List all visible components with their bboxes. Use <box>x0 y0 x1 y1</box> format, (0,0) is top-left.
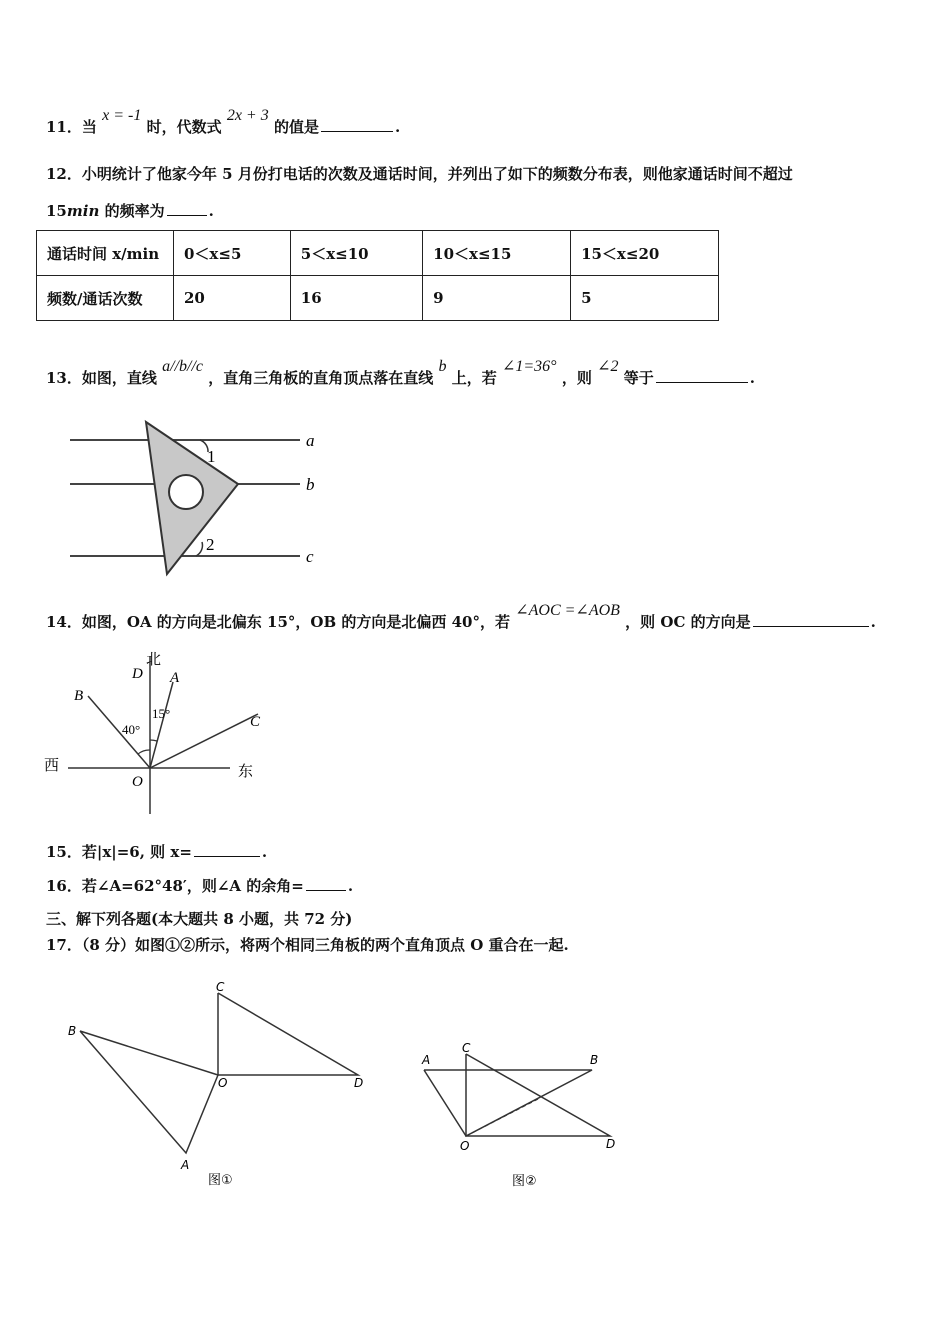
triangle-OCD <box>218 993 358 1075</box>
label-c: c <box>306 547 314 566</box>
q16-end: . <box>347 877 354 895</box>
label-O: O <box>132 774 143 790</box>
label-west: 西 <box>44 756 60 774</box>
label-D: D <box>132 666 143 682</box>
label-east: 东 <box>238 762 254 780</box>
q11-lead: 11．当 <box>46 118 97 136</box>
q15-text: 15．若|x|=6, 则 x= <box>46 843 192 861</box>
q13-mid: ，直角三角板的直角顶点落在直线 <box>208 369 434 387</box>
question-16 <box>46 875 353 896</box>
q11-expression: 2x + 3 <box>226 107 269 124</box>
table-row <box>37 276 719 321</box>
q13-angle2: ∠2 <box>597 358 619 375</box>
answer-blank[interactable] <box>321 117 393 132</box>
table-cell: 16 <box>290 276 422 321</box>
question-14 <box>46 602 876 632</box>
q14-condition: ∠AOC =∠AOB <box>515 602 620 619</box>
table-cell: 通话时间 x/min <box>37 231 174 276</box>
table-cell: 频数/通话次数 <box>37 276 174 321</box>
q12-number: 15 <box>46 202 67 220</box>
q11-tail: 的值是 <box>273 118 319 136</box>
label-15deg: 15° <box>152 706 171 721</box>
triangle-OAB <box>424 1070 592 1136</box>
question-15 <box>46 841 267 862</box>
angle-15-arc <box>150 740 157 741</box>
fig2-label-B: B <box>590 1053 599 1067</box>
fig1-label-D: D <box>354 1076 364 1090</box>
q11-mid: 时，代数式 <box>146 118 222 136</box>
q11-condition: x = -1 <box>102 107 142 124</box>
ray-OC <box>150 714 258 768</box>
frequency-table <box>36 230 719 321</box>
q14-tail: ，则 OC 的方向是 <box>625 613 751 631</box>
table-cell: 0＜x≤5 <box>174 231 291 276</box>
q12-end: . <box>208 202 214 220</box>
q13-parallel: a//b//c <box>162 358 203 375</box>
fig2-label-A: A <box>422 1053 431 1067</box>
answer-blank[interactable] <box>656 368 748 383</box>
triangle-OAB <box>80 1031 218 1153</box>
q13-angle1: ∠1=36° <box>501 358 557 375</box>
fig2-label-O: O <box>460 1139 470 1153</box>
fig1-label-A: A <box>181 1158 190 1172</box>
fig1-label-C: C <box>216 980 225 994</box>
q13-figure <box>60 412 330 582</box>
fig1-label-B: B <box>68 1024 77 1038</box>
table-cell: 9 <box>423 276 571 321</box>
label-1: 1 <box>207 447 216 466</box>
q11-end: . <box>394 118 401 136</box>
q17-figure-2 <box>414 1040 634 1192</box>
table-cell: 5＜x≤10 <box>290 231 422 276</box>
q14-end: . <box>870 613 876 631</box>
question-13 <box>46 358 755 388</box>
q13-lead: 13．如图，直线 <box>46 369 157 387</box>
table-row <box>37 231 719 276</box>
q13-tail: 等于 <box>623 369 654 387</box>
section-heading: 三、解下列各题(本大题共 8 小题，共 72 分) <box>46 910 353 928</box>
question-11 <box>46 107 401 137</box>
fig2-caption: 图② <box>512 1174 537 1189</box>
angle-2-arc <box>196 542 202 556</box>
q14-lead: 14．如图，OA 的方向是北偏东 15°，OB 的方向是北偏西 40°，若 <box>46 613 510 631</box>
q14-figure <box>40 648 280 818</box>
q13-end: . <box>749 369 755 387</box>
answer-blank[interactable] <box>167 201 207 216</box>
label-2: 2 <box>206 535 215 554</box>
fig2-label-C: C <box>462 1041 471 1055</box>
question-12-line2 <box>46 200 214 221</box>
ray-OA <box>150 682 173 768</box>
q13-line-b: b <box>438 358 447 375</box>
label-a: a <box>306 431 315 450</box>
question-17: 17．（8 分）如图①②所示，将两个相同三角板的两个直角顶点 O 重合在一起. <box>46 936 569 954</box>
label-40deg: 40° <box>122 722 141 737</box>
q15-end: . <box>261 843 268 861</box>
question-12-line1: 12．小明统计了他家今年 5 月份打电话的次数及通话时间，并列出了如下的频数分布表，则他家通话时间不超过 <box>46 165 793 183</box>
label-C: C <box>250 714 261 730</box>
label-b: b <box>306 475 315 494</box>
ray-OB <box>88 696 150 768</box>
q13-mid3: ，则 <box>561 369 592 387</box>
label-north: 北 <box>146 650 162 668</box>
table-cell: 10＜x≤15 <box>423 231 571 276</box>
answer-blank[interactable] <box>306 876 346 891</box>
q17-figure-1 <box>60 975 380 1190</box>
q16-text: 16．若∠A=62°48′，则∠A 的余角= <box>46 877 304 895</box>
table-cell: 20 <box>174 276 291 321</box>
angle-40-arc <box>138 750 150 754</box>
table-cell: 5 <box>571 276 719 321</box>
fig2-label-D: D <box>606 1137 616 1151</box>
answer-blank[interactable] <box>194 842 260 857</box>
answer-blank[interactable] <box>753 612 869 627</box>
q12-unit: min <box>66 202 100 220</box>
fig1-label-O: O <box>218 1076 228 1090</box>
table-cell: 15＜x≤20 <box>571 231 719 276</box>
label-B: B <box>74 688 84 704</box>
triangle-OCD <box>466 1054 610 1136</box>
q13-mid2: 上，若 <box>451 369 497 387</box>
fig1-caption: 图① <box>208 1173 233 1188</box>
label-A: A <box>170 670 180 686</box>
q12-tail: 的频率为 <box>104 202 165 220</box>
set-square-hole <box>169 475 203 509</box>
